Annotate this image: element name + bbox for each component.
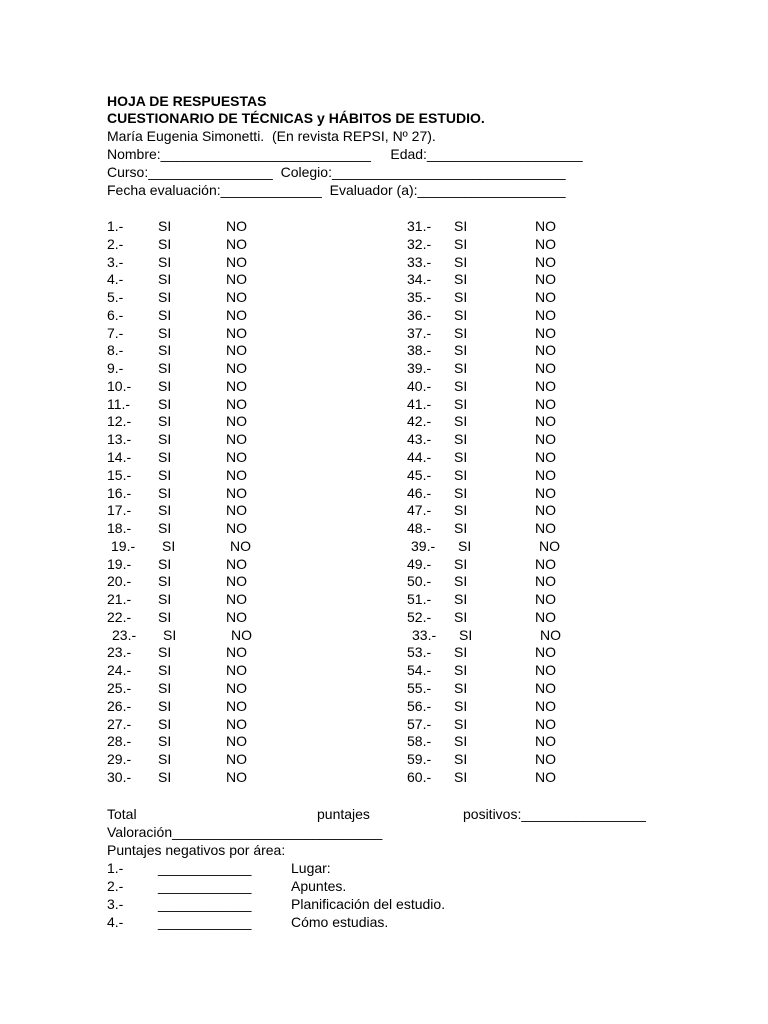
- item-number: 22.-: [107, 609, 132, 625]
- item-number: 51.-: [407, 591, 432, 607]
- item-number: 8.-: [107, 342, 124, 358]
- si-option: SI: [158, 520, 172, 536]
- item-number: 17.-: [107, 502, 132, 518]
- item-number: 39.-: [411, 538, 436, 554]
- item-number: 56.-: [407, 698, 432, 714]
- no-option: NO: [535, 289, 556, 305]
- item-number: 14.-: [107, 449, 132, 465]
- item-number: 31.-: [407, 218, 432, 234]
- si-option: SI: [454, 591, 468, 607]
- item-number: 24.-: [107, 662, 132, 678]
- item-number: 3.-: [107, 254, 124, 270]
- item-number: 26.-: [107, 698, 132, 714]
- si-option: SI: [158, 307, 172, 323]
- item-number: 2.-: [107, 236, 124, 252]
- area-label: Lugar:: [291, 860, 331, 876]
- no-option: NO: [535, 431, 556, 447]
- no-option: NO: [535, 218, 556, 234]
- no-option: NO: [535, 520, 556, 536]
- no-option: NO: [535, 591, 556, 607]
- si-option: SI: [158, 751, 172, 767]
- no-option: NO: [226, 289, 247, 305]
- item-number: 40.-: [407, 378, 432, 394]
- positivos-field: positivos:________________: [463, 806, 646, 822]
- si-option: SI: [158, 733, 172, 749]
- si-option: SI: [158, 325, 172, 341]
- item-number: 4.-: [107, 271, 124, 287]
- no-option: NO: [535, 662, 556, 678]
- fecha-evaluador-line: Fecha evaluación:_____________ Evaluador (a):___________________: [107, 182, 566, 198]
- total-label: Total: [107, 806, 137, 822]
- no-option: NO: [226, 485, 247, 501]
- si-option: SI: [158, 485, 172, 501]
- si-option: SI: [158, 609, 172, 625]
- item-number: 35.-: [407, 289, 432, 305]
- item-number: 11.-: [107, 396, 131, 412]
- area-number: 2.-: [107, 878, 124, 894]
- no-option: NO: [535, 360, 556, 376]
- no-option: NO: [226, 342, 247, 358]
- si-option: SI: [454, 271, 468, 287]
- si-option: SI: [454, 644, 468, 660]
- item-number: 1.-: [107, 218, 124, 234]
- no-option: NO: [226, 325, 247, 341]
- si-option: SI: [158, 716, 172, 732]
- item-number: 44.-: [407, 449, 432, 465]
- no-option: NO: [226, 520, 247, 536]
- no-option: NO: [231, 627, 252, 643]
- si-option: SI: [454, 556, 468, 572]
- si-option: SI: [158, 467, 172, 483]
- si-option: SI: [454, 485, 468, 501]
- si-option: SI: [454, 396, 468, 412]
- si-option: SI: [158, 573, 172, 589]
- si-option: SI: [454, 609, 468, 625]
- no-option: NO: [226, 378, 247, 394]
- no-option: NO: [535, 236, 556, 252]
- no-option: NO: [535, 644, 556, 660]
- si-option: SI: [158, 378, 172, 394]
- item-number: 41.-: [407, 396, 432, 412]
- no-option: NO: [230, 538, 251, 554]
- no-option: NO: [535, 609, 556, 625]
- item-number: 6.-: [107, 307, 124, 323]
- si-option: SI: [454, 413, 468, 429]
- item-number: 49.-: [407, 556, 432, 572]
- si-option: SI: [459, 627, 473, 643]
- item-number: 47.-: [407, 502, 432, 518]
- item-number: 54.-: [407, 662, 432, 678]
- no-option: NO: [226, 218, 247, 234]
- item-number: 34.-: [407, 271, 432, 287]
- si-option: SI: [158, 502, 172, 518]
- item-number: 57.-: [407, 716, 432, 732]
- area-number: 4.-: [107, 914, 124, 930]
- item-number: 12.-: [107, 413, 132, 429]
- si-option: SI: [162, 538, 176, 554]
- no-option: NO: [535, 716, 556, 732]
- no-option: NO: [535, 751, 556, 767]
- no-option: NO: [535, 502, 556, 518]
- item-number: 55.-: [407, 680, 432, 696]
- no-option: NO: [226, 360, 247, 376]
- si-option: SI: [454, 520, 468, 536]
- item-number: 38.-: [407, 342, 432, 358]
- si-option: SI: [158, 591, 172, 607]
- nombre-edad-line: Nombre:___________________________ Edad:____________________: [107, 146, 583, 162]
- si-option: SI: [158, 289, 172, 305]
- no-option: NO: [226, 644, 247, 660]
- no-option: NO: [226, 413, 247, 429]
- area-number: 3.-: [107, 896, 124, 912]
- no-option: NO: [535, 396, 556, 412]
- valoracion-field: Valoración___________________________: [107, 824, 383, 840]
- si-option: SI: [158, 218, 172, 234]
- si-option: SI: [454, 449, 468, 465]
- si-option: SI: [454, 573, 468, 589]
- area-blank: ____________: [158, 896, 252, 912]
- item-number: 32.-: [407, 236, 432, 252]
- si-option: SI: [158, 680, 172, 696]
- si-option: SI: [454, 680, 468, 696]
- si-option: SI: [454, 467, 468, 483]
- item-number: 42.-: [407, 413, 432, 429]
- no-option: NO: [535, 342, 556, 358]
- item-number: 15.-: [107, 467, 132, 483]
- puntajes-label: puntajes: [317, 806, 370, 822]
- no-option: NO: [535, 254, 556, 270]
- no-option: NO: [226, 502, 247, 518]
- no-option: NO: [535, 733, 556, 749]
- si-option: SI: [454, 307, 468, 323]
- item-number: 48.-: [407, 520, 432, 536]
- si-option: SI: [454, 236, 468, 252]
- no-option: NO: [226, 431, 247, 447]
- si-option: SI: [158, 556, 172, 572]
- si-option: SI: [158, 342, 172, 358]
- si-option: SI: [158, 254, 172, 270]
- item-number: 28.-: [107, 733, 132, 749]
- si-option: SI: [454, 289, 468, 305]
- si-option: SI: [454, 360, 468, 376]
- si-option: SI: [454, 662, 468, 678]
- no-option: NO: [226, 662, 247, 678]
- item-number: 58.-: [407, 733, 432, 749]
- si-option: SI: [454, 502, 468, 518]
- item-number: 9.-: [107, 360, 124, 376]
- no-option: NO: [535, 325, 556, 341]
- no-option: NO: [535, 449, 556, 465]
- no-option: NO: [535, 556, 556, 572]
- no-option: NO: [535, 413, 556, 429]
- no-option: NO: [226, 467, 247, 483]
- item-number: 50.-: [407, 573, 432, 589]
- si-option: SI: [454, 218, 468, 234]
- curso-colegio-line: Curso:________________ Colegio:______________________________: [107, 164, 566, 180]
- no-option: NO: [535, 769, 556, 785]
- si-option: SI: [158, 236, 172, 252]
- si-option: SI: [454, 751, 468, 767]
- item-number: 23.-: [112, 627, 137, 643]
- item-number: 19.-: [107, 556, 132, 572]
- si-option: SI: [158, 698, 172, 714]
- no-option: NO: [226, 751, 247, 767]
- si-option: SI: [158, 662, 172, 678]
- area-blank: ____________: [158, 878, 252, 894]
- area-blank: ____________: [158, 860, 252, 876]
- item-number: 29.-: [107, 751, 132, 767]
- item-number: 16.-: [107, 485, 132, 501]
- item-number: 45.-: [407, 467, 432, 483]
- item-number: 5.-: [107, 289, 124, 305]
- item-number: 13.-: [107, 431, 132, 447]
- si-option: SI: [158, 360, 172, 376]
- item-number: 10.-: [107, 378, 132, 394]
- item-number: 20.-: [107, 573, 132, 589]
- item-number: 33.-: [412, 627, 437, 643]
- item-number: 30.-: [107, 769, 132, 785]
- no-option: NO: [535, 573, 556, 589]
- item-number: 7.-: [107, 325, 124, 341]
- item-number: 43.-: [407, 431, 432, 447]
- si-option: SI: [158, 449, 172, 465]
- no-option: NO: [535, 698, 556, 714]
- area-label: Cómo estudias.: [291, 914, 389, 930]
- item-number: 59.-: [407, 751, 432, 767]
- no-option: NO: [539, 538, 560, 554]
- no-option: NO: [535, 271, 556, 287]
- item-number: 33.-: [407, 254, 432, 270]
- item-number: 21.-: [107, 591, 132, 607]
- no-option: NO: [535, 378, 556, 394]
- no-option: NO: [226, 307, 247, 323]
- si-option: SI: [454, 733, 468, 749]
- si-option: SI: [454, 769, 468, 785]
- item-number: 19.-: [111, 538, 136, 554]
- item-number: 52.-: [407, 609, 432, 625]
- si-option: SI: [158, 396, 172, 412]
- no-option: NO: [226, 271, 247, 287]
- no-option: NO: [226, 733, 247, 749]
- si-option: SI: [454, 716, 468, 732]
- si-option: SI: [158, 271, 172, 287]
- area-label: Planificación del estudio.: [291, 896, 446, 912]
- item-number: 25.-: [107, 680, 132, 696]
- si-option: SI: [454, 254, 468, 270]
- si-option: SI: [163, 627, 177, 643]
- item-number: 53.-: [407, 644, 432, 660]
- si-option: SI: [454, 342, 468, 358]
- no-option: NO: [226, 573, 247, 589]
- no-option: NO: [226, 769, 247, 785]
- no-option: NO: [226, 236, 247, 252]
- negativos-heading: Puntajes negativos por área:: [107, 842, 286, 858]
- area-number: 1.-: [107, 860, 124, 876]
- no-option: NO: [535, 307, 556, 323]
- si-option: SI: [158, 769, 172, 785]
- item-number: 39.-: [407, 360, 432, 376]
- si-option: SI: [454, 378, 468, 394]
- author-citation: María Eugenia Simonetti. (En revista REPSI, Nº 27).: [107, 128, 436, 144]
- no-option: NO: [226, 716, 247, 732]
- item-number: 46.-: [407, 485, 432, 501]
- si-option: SI: [458, 538, 472, 554]
- questionnaire-title: CUESTIONARIO DE TÉCNICAS y HÁBITOS DE ESTUDIO.: [107, 110, 485, 126]
- si-option: SI: [158, 413, 172, 429]
- si-option: SI: [158, 431, 172, 447]
- area-label: Apuntes.: [291, 878, 347, 894]
- no-option: NO: [226, 680, 247, 696]
- no-option: NO: [535, 467, 556, 483]
- item-number: 60.-: [407, 769, 432, 785]
- si-option: SI: [454, 431, 468, 447]
- no-option: NO: [540, 627, 561, 643]
- area-blank: ____________: [158, 914, 252, 930]
- si-option: SI: [454, 698, 468, 714]
- no-option: NO: [226, 698, 247, 714]
- no-option: NO: [535, 680, 556, 696]
- no-option: NO: [226, 254, 247, 270]
- no-option: NO: [226, 449, 247, 465]
- no-option: NO: [226, 396, 247, 412]
- sheet-title: HOJA DE RESPUESTAS: [107, 93, 267, 109]
- no-option: NO: [535, 485, 556, 501]
- item-number: 23.-: [107, 644, 132, 660]
- no-option: NO: [226, 556, 247, 572]
- item-number: 27.-: [107, 716, 132, 732]
- si-option: SI: [158, 644, 172, 660]
- si-option: SI: [454, 325, 468, 341]
- no-option: NO: [226, 591, 247, 607]
- item-number: 36.-: [407, 307, 432, 323]
- item-number: 37.-: [407, 325, 432, 341]
- no-option: NO: [226, 609, 247, 625]
- item-number: 18.-: [107, 520, 132, 536]
